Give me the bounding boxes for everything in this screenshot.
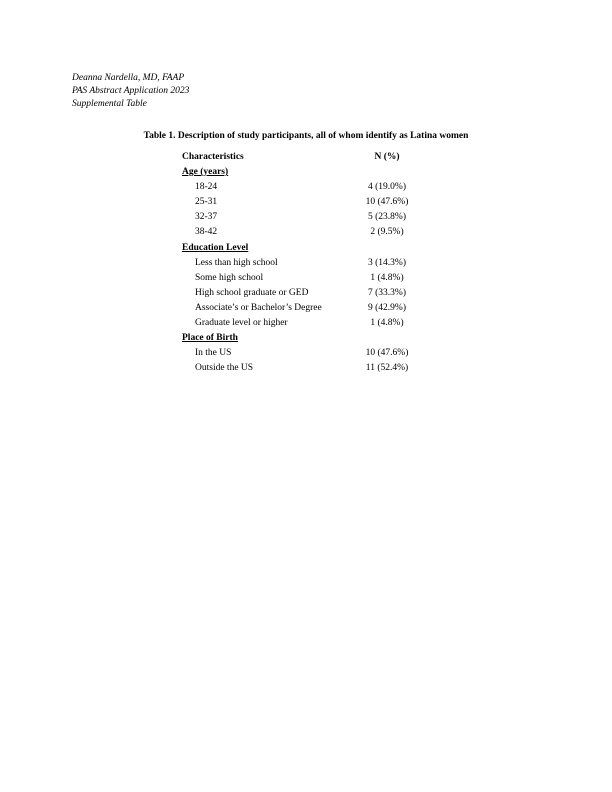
row-value: 9 (42.9%) [368, 302, 406, 313]
table-title: Table 1. Description of study participants, all of whom identify as Latina women [143, 131, 469, 141]
table-row [182, 316, 442, 331]
application-line: PAS Abstract Application 2023 [72, 86, 190, 96]
n-percent-column-header: N (%) [374, 152, 400, 162]
row-label: High school graduate or GED [195, 287, 309, 298]
row-value: 7 (33.3%) [368, 287, 406, 298]
table-row [182, 256, 442, 271]
row-value: 1 (4.8%) [370, 272, 404, 283]
table-row [182, 180, 442, 195]
table-row [182, 271, 442, 286]
row-value: 1 (4.8%) [370, 318, 404, 329]
row-value: 5 (23.8%) [368, 212, 406, 223]
participants-table [182, 150, 442, 376]
row-label: 25-31 [195, 197, 218, 208]
row-label: Some high school [195, 272, 264, 283]
row-label: 38-42 [195, 227, 218, 238]
row-value: 2 (9.5%) [370, 227, 404, 238]
section-heading: Place of Birth [182, 333, 238, 344]
row-label: 32-37 [195, 212, 218, 223]
section-age [182, 165, 442, 180]
table-row [182, 301, 442, 316]
doc-type-line: Supplemental Table [72, 99, 147, 109]
section-heading: Age (years) [182, 167, 229, 178]
row-value: 10 (47.6%) [365, 348, 409, 359]
row-label: Outside the US [195, 363, 254, 374]
section-place-of-birth [182, 331, 442, 346]
table-row [182, 195, 442, 210]
table-row [182, 361, 442, 376]
row-value: 11 (52.4%) [365, 363, 409, 374]
row-value: 10 (47.6%) [365, 197, 409, 208]
characteristics-column-header: Characteristics [182, 152, 244, 162]
row-value: 3 (14.3%) [368, 257, 406, 268]
section-heading: Education Level [182, 242, 249, 253]
table-row [182, 286, 442, 301]
row-label: 18-24 [195, 182, 218, 193]
row-label: Less than high school [195, 257, 278, 268]
table-row [182, 225, 442, 240]
table-header-row [182, 150, 442, 165]
table-row [182, 346, 442, 361]
row-value: 4 (19.0%) [368, 182, 406, 193]
row-label: Associate’s or Bachelor’s Degree [195, 302, 322, 313]
section-education [182, 241, 442, 256]
table-row [182, 210, 442, 225]
document-header [72, 72, 189, 111]
row-label: In the US [195, 348, 232, 359]
row-label: Graduate level or higher [195, 318, 288, 329]
author-line: Deanna Nardella, MD, FAAP [72, 73, 185, 83]
